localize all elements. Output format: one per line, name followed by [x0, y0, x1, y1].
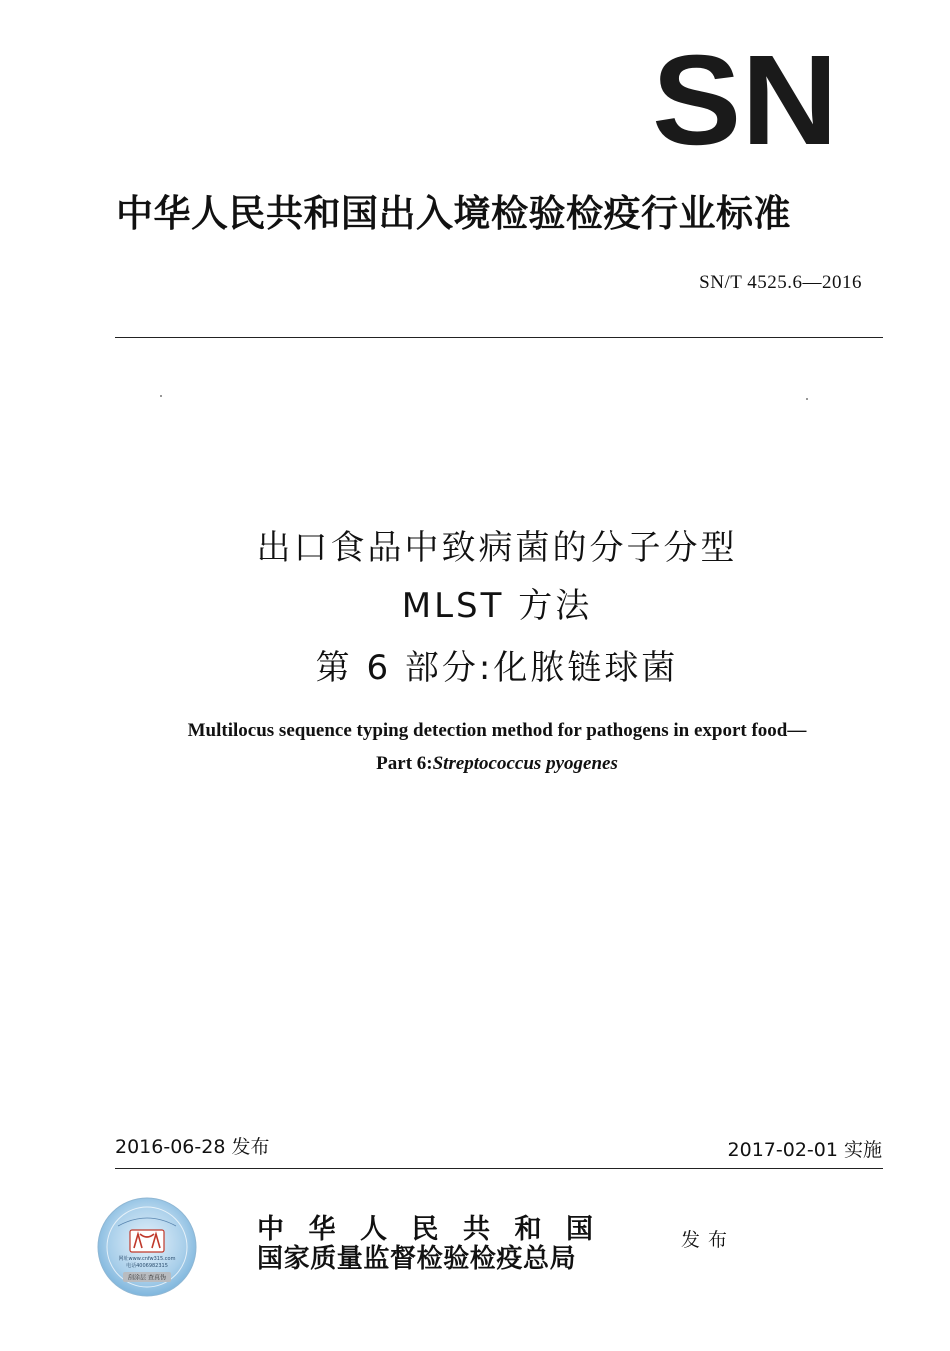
- issuer-agency: 国家质量监督检验检疫总局: [257, 1244, 577, 1274]
- issue-date: 2016-06-28 发布: [115, 1136, 270, 1158]
- anti-counterfeit-seal: [96, 1196, 198, 1298]
- english-title-line-2: [22, 753, 950, 775]
- chinese-title-line-3: 第 6 部分:化脓链球菌: [315, 648, 679, 688]
- publish-label: 发布: [681, 1229, 736, 1251]
- implementation-date: 2017-02-01 实施: [727, 1139, 882, 1161]
- english-title-species: Streptococcus pyogenes: [432, 753, 618, 774]
- footer-divider: [115, 1168, 883, 1169]
- english-title-part-label: Part 6:: [376, 753, 433, 774]
- standard-number: SN/T 4525.6—2016: [699, 272, 862, 293]
- issuer-country: 中华人民共和国: [257, 1214, 618, 1245]
- speck-mark: [806, 398, 808, 400]
- industry-standard-title: 中华人民共和国出入境检验检疫行业标准: [116, 192, 791, 235]
- seal-scratch-text: 刮涂层 查真伪: [128, 1274, 166, 1282]
- chinese-title-line-1: 出口食品中致病菌的分子分型: [256, 528, 738, 568]
- seal-phone-text: 电话4006982315: [126, 1263, 168, 1269]
- seal-website-text: 网址www.cnfw315.com: [118, 1256, 176, 1262]
- sn-logo-text: SN: [652, 44, 838, 152]
- speck-mark: [160, 395, 162, 397]
- header-divider: [115, 337, 883, 338]
- english-title-line-1: Multilocus sequence typing detection method for pathogens in export food—: [187, 720, 807, 741]
- sn-logo: [650, 44, 840, 152]
- chinese-title-line-2: MLST 方法: [401, 586, 593, 626]
